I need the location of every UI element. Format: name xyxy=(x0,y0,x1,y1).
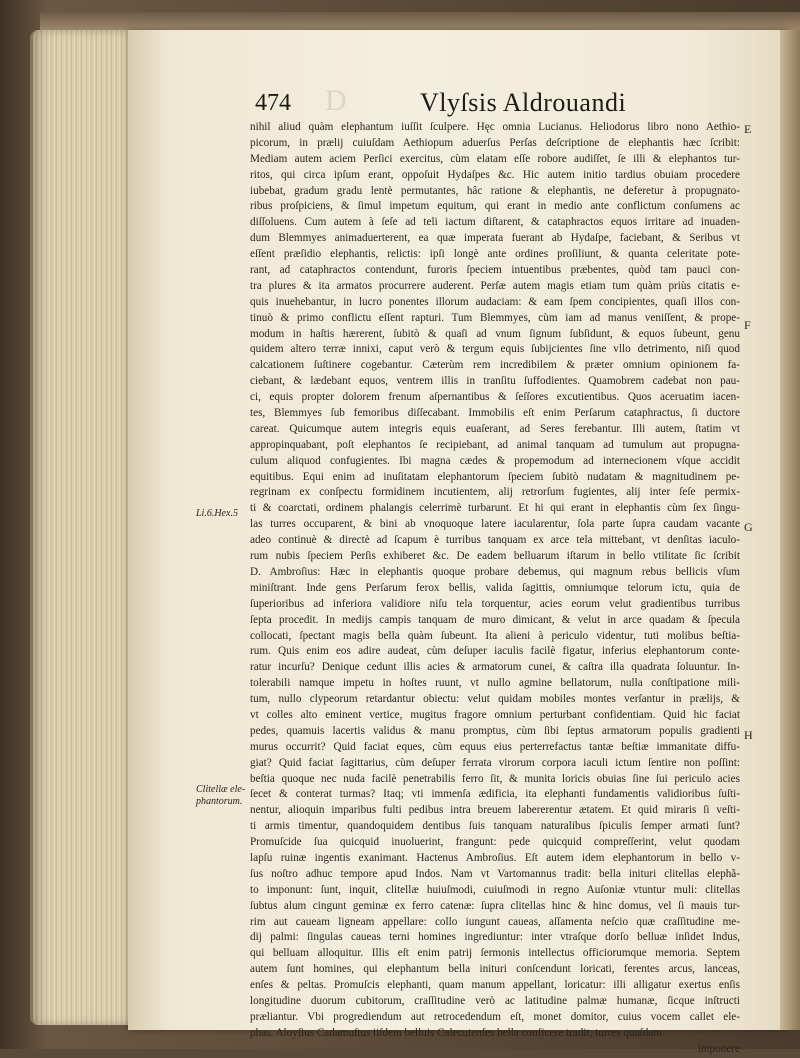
text-line: calcationem ſuſtinere cogebantur. Cæterùm rem incredibilem & præter omnium opinionem fa- xyxy=(250,359,740,372)
facing-page-edge xyxy=(780,30,800,1030)
text-line: longitudine duorum cubitorum, craſſitudine verò ac latitudine palmæ humanæ, ſicque inſtructi xyxy=(250,994,740,1007)
text-line: ribus proſpiciens, & ſimul impetum equitum, qui erant in medio ante conflictum conſumens ac xyxy=(250,200,740,213)
text-line: quidem altero terræ innixi, caput verò & tergum equis ſubijcientes ſine vllo detrimento, niſi quod xyxy=(250,343,740,356)
bleed-through-text: D xyxy=(325,84,347,117)
text-line: adeo continuè & directè ad ſcapum è turribus tanquam ex arce tela mittebant, vt denſitas iaculo- xyxy=(250,534,740,547)
text-line: ratur incurſu? Denique cedunt illis acies & armatorum cunei, & caſtra illa quadrata ſoluuntur. In- xyxy=(250,661,740,674)
side-note-line-2: phantorum. xyxy=(196,796,243,807)
text-line: murus occurrit? Quid faciat eques, cùm equus eius perterrefactus tantæ beſtiæ immanitate diffu- xyxy=(250,740,740,753)
text-line: ritos, qui circa ipſum erant, oppoſuit Hydaſpes &c. Hic autem initio tardius obuiam procedere xyxy=(250,168,740,181)
text-line: Promuſcide ſua quicquid inuoluerint, frangunt: pede quicquid compreſſerint, velut quodam xyxy=(250,836,740,849)
text-line: culum aliquod confugientes. Ibi magna cædes & propemodum ad internecionem vſque accidit xyxy=(250,454,740,467)
text-line: miniſtrant. Inde gens Perſarum ferox bellis, valida ſagittis, omniumque telorum ictu, quia de xyxy=(250,581,740,594)
text-line: vt colles alto eminent vertice, mugitus fragore omnium perturbant confidentiam. Quid hic faciat xyxy=(250,708,740,721)
text-line: regrinam ex conſpectu formidinem incutientem, alij retrorſum fugientes, alij inter ſeſe permix- xyxy=(250,486,740,499)
text-line: equitibus. Equi enim ad inuſitatam elephantorum ſpeciem ſubitò nudatam & magnitudinem pe- xyxy=(250,470,740,483)
body-text xyxy=(250,120,740,1058)
text-line: ſus noſtro adhuc tempore apud Indos. Nam vt Vartomannus tradit: bella inituri clitellas elephã- xyxy=(250,867,740,880)
side-note-line-1: Clitellæ ele- xyxy=(196,784,246,795)
text-line: to imponunt: ſunt, inquit, clitellæ huiuſmodi, cuiuſmodi in regno Auſoniæ vtuntur muli: clitellas xyxy=(250,883,740,896)
text-line: tinuò & primo conflictu eſſent rapturi. Tum Blemmyes, cùm iam ad manus veniſſent, & prope- xyxy=(250,311,740,324)
margin-letter-f: F xyxy=(744,318,751,332)
text-line: ciebant, & lædebant equos, ventrem illis in tranſitu ſuffodientes. Quamobrem cadebat non pau- xyxy=(250,375,740,388)
text-line: careat. Quicumque autem integris equis euaſerant, ad Seres ferebantur. Illi autem, ſtatim vt xyxy=(250,422,740,435)
text-line: iubebat, gradum gradu lentè permutantes, hâc ratione & elephantis, ne deferetur à propugnato- xyxy=(250,184,740,197)
text-line: phas. Aloyſius Cadamuſtus iiſdem belluis Calecutenſes bella conficere tradit, turres quaſdam xyxy=(250,1026,662,1039)
running-title: Vlyſsis Aldrouandi xyxy=(420,88,627,117)
text-line: ſepta procedit. In medijs campis tanquam de muro dimicant, & velut in arce quadam & ſpecula xyxy=(250,613,740,626)
text-line: rim aut caueam ligneam appellare: collo iungunt caueas, aſſamenta neſcio quæ craſſitudine me- xyxy=(250,915,740,928)
text-line: dum Blemmyes animaduerterent, ea quæ imperata fuerant ab Hydaſpe, faciebant, & Seribus vt xyxy=(250,232,740,245)
text-line: dij palmi: ſingulas caueas terni homines ingrediuntur: inter vtraſque dorſo belluæ inſidet Indus, xyxy=(250,931,740,944)
text-line: enſes & peltas. Promuſcis elephanti, quam manum appellant, loricatur: illi alligatur exertus enſis xyxy=(250,979,740,992)
running-header xyxy=(255,88,675,124)
text-line: tum, nullo clypeorum retardantur obiectu: velut quidam mobiles montes verſantur in prælijs, & xyxy=(250,693,740,706)
text-line: nihil aliud quàm elephantum iuſſit ſculpere. Hęc omnia Lucianus. Heliodorus libro nono Aethio- xyxy=(250,121,740,133)
text-line: ti & coarctati, ordinem phalangis celerrimè turbarunt. Et hi qui erant in elephantis cùm ſex ſingu- xyxy=(250,502,740,515)
margin-letter-h: H xyxy=(744,728,753,742)
text-line: tes, Blemmyes ſub femoribus diſſecabant. Immobilis eſt enim Perſarum cataphractus, ſi ductore xyxy=(250,407,740,420)
text-line: ſubtus alum cingunt geminæ ex ferro catenæ: ſupra clitellas hinc & hinc domus, vel ſi mauis tur- xyxy=(250,899,740,912)
page-edges xyxy=(30,30,143,1025)
text-line: præliantur. Vbi progrediendum aut retrocedendum eſt, monet domitor, cuius vocem callet ele- xyxy=(250,1010,740,1023)
text-line: collocati, ſpectant magis bella quàm ſubeunt. Ita alieni à periculo videntur, tuti molibus beſtia- xyxy=(250,629,740,642)
text-line: rum. Quis enim eos adire audeat, cùm deſuper iaculis facilè figatur, inferius elephantorum conte- xyxy=(250,645,740,658)
text-line: ci, equis propter dolorem frenum aſpernantibus & ſeſſores excutientibus. Quos aceruatim iacen- xyxy=(250,391,740,404)
text-line: qui belluam alloquitur. Illis eſt enim patrij ſermonis intellectus officiorumque memoria. Septem xyxy=(250,947,740,960)
text-line: D. Ambroſius: Hæc in elephantis quoque probare debemus, qui magnum rebus bellicis vſum xyxy=(250,565,740,578)
text-line: ſuperioribus ad inferiora validiore niſu tela torquentur, acies eorum velut gradientibus turribus xyxy=(250,597,740,610)
text-line: beſtia quoque nec nuda facilè penetrabilis ferro ſit, & munita loricis obuias ſine ſui periculo acies xyxy=(250,772,740,785)
text-line: ſecet & conterat turmas? Itaq; vti immenſa ædificia, ita elephanti fundamentis validioribus ſuſti- xyxy=(250,788,740,801)
margin-letter-e: E xyxy=(744,122,752,136)
text-line: tra plures & ita armatos procurrere auderent. Perſæ autem magis etiam tum quàm priùs citatis e- xyxy=(250,279,740,292)
text-line: pedes, quamuis lacertis validus & manu promptus, cùm ſibi ſeptus armatorum populis gradienti xyxy=(250,724,740,737)
text-line: quis inuehebantur, in lucro ponentes illorum audaciam: & eam ſpem concipientes, quaſi illos con- xyxy=(250,295,740,308)
text-line: las turres occuparent, & bini ab vnoquoque latere iacularentur, ſola parte ſupra caudam vacante xyxy=(250,518,740,531)
text-line: giat? Quid faciat ſagittarius, cùm deſuper ferrata virorum corpora iaculi ictum ſentire non poſſint: xyxy=(250,756,740,769)
text-line: ti armis timentur, quandoquidem dentibus ſuis tanquam naturalibus ſpiculis ſemper armati ſunt? xyxy=(250,820,740,833)
text-line: rum nubis ſpeciem Perſis exhiberet &c. De eadem belluarum iſtarum in bello vtilitate ſic ſcribit xyxy=(250,550,740,563)
text-line: appropinquabant, poſt elephantos ſe recipiebant, ad animal tanquam ad tumulum aut propugna- xyxy=(250,438,740,451)
text-line: lapſu ruinæ ingentis exanimant. Hactenus Ambroſius. Eſt autem idem elephantorum in bello v- xyxy=(250,851,740,864)
margin-letter-g: G xyxy=(744,520,753,534)
text-line: picorum, in prælij cuiuſdam Aethiopum aduerſus Perſas deſcriptione de elephantis hæc ſcribit: xyxy=(250,136,740,149)
text-line: diſſoluens. Cum autem à ſeſe ad teli iactum diſtarent, & cataphractos equos irritare ad inuaden- xyxy=(250,216,740,229)
text-line: Mediam autem aciem Perſici exercitus, cùm elatam eſſe robore audiſſet, ſe illi & elephantos tur- xyxy=(250,152,740,165)
text-line: autem ſunt homines, qui elephantum bella inituri conſcendunt loricati, ferentes arcus, lanceas, xyxy=(250,963,740,976)
text-line: nentur, alioquin imparibus fulti pedibus intra breuem labererentur ætatem. Et quid miraris ſi veſti- xyxy=(250,804,740,817)
text-line: rant, ad cataphractos contendunt, furoris ſpeciem intuentibus præbentes, quòd tam pauci con- xyxy=(250,264,740,277)
text-line: tolerabili namque impetu in hoſtes ruunt, vt nullo agmine bellatorum, nulla conſtipatione mili- xyxy=(250,677,740,690)
catchword: imponere xyxy=(697,1042,740,1055)
side-note-reference: Li.6.Hex.5 xyxy=(196,508,238,519)
text-line: eſſent præſidio elephantis, relictis: ipſi longè ante ordines proſiliunt, & quanta celeritate pote- xyxy=(250,248,740,261)
page-number: 474 xyxy=(255,90,291,116)
text-line: modum in haſtis hærerent, ſubitò & quaſi ad vnum ſignum ſubſidunt, & equos ſubeunt, genu xyxy=(250,327,740,340)
